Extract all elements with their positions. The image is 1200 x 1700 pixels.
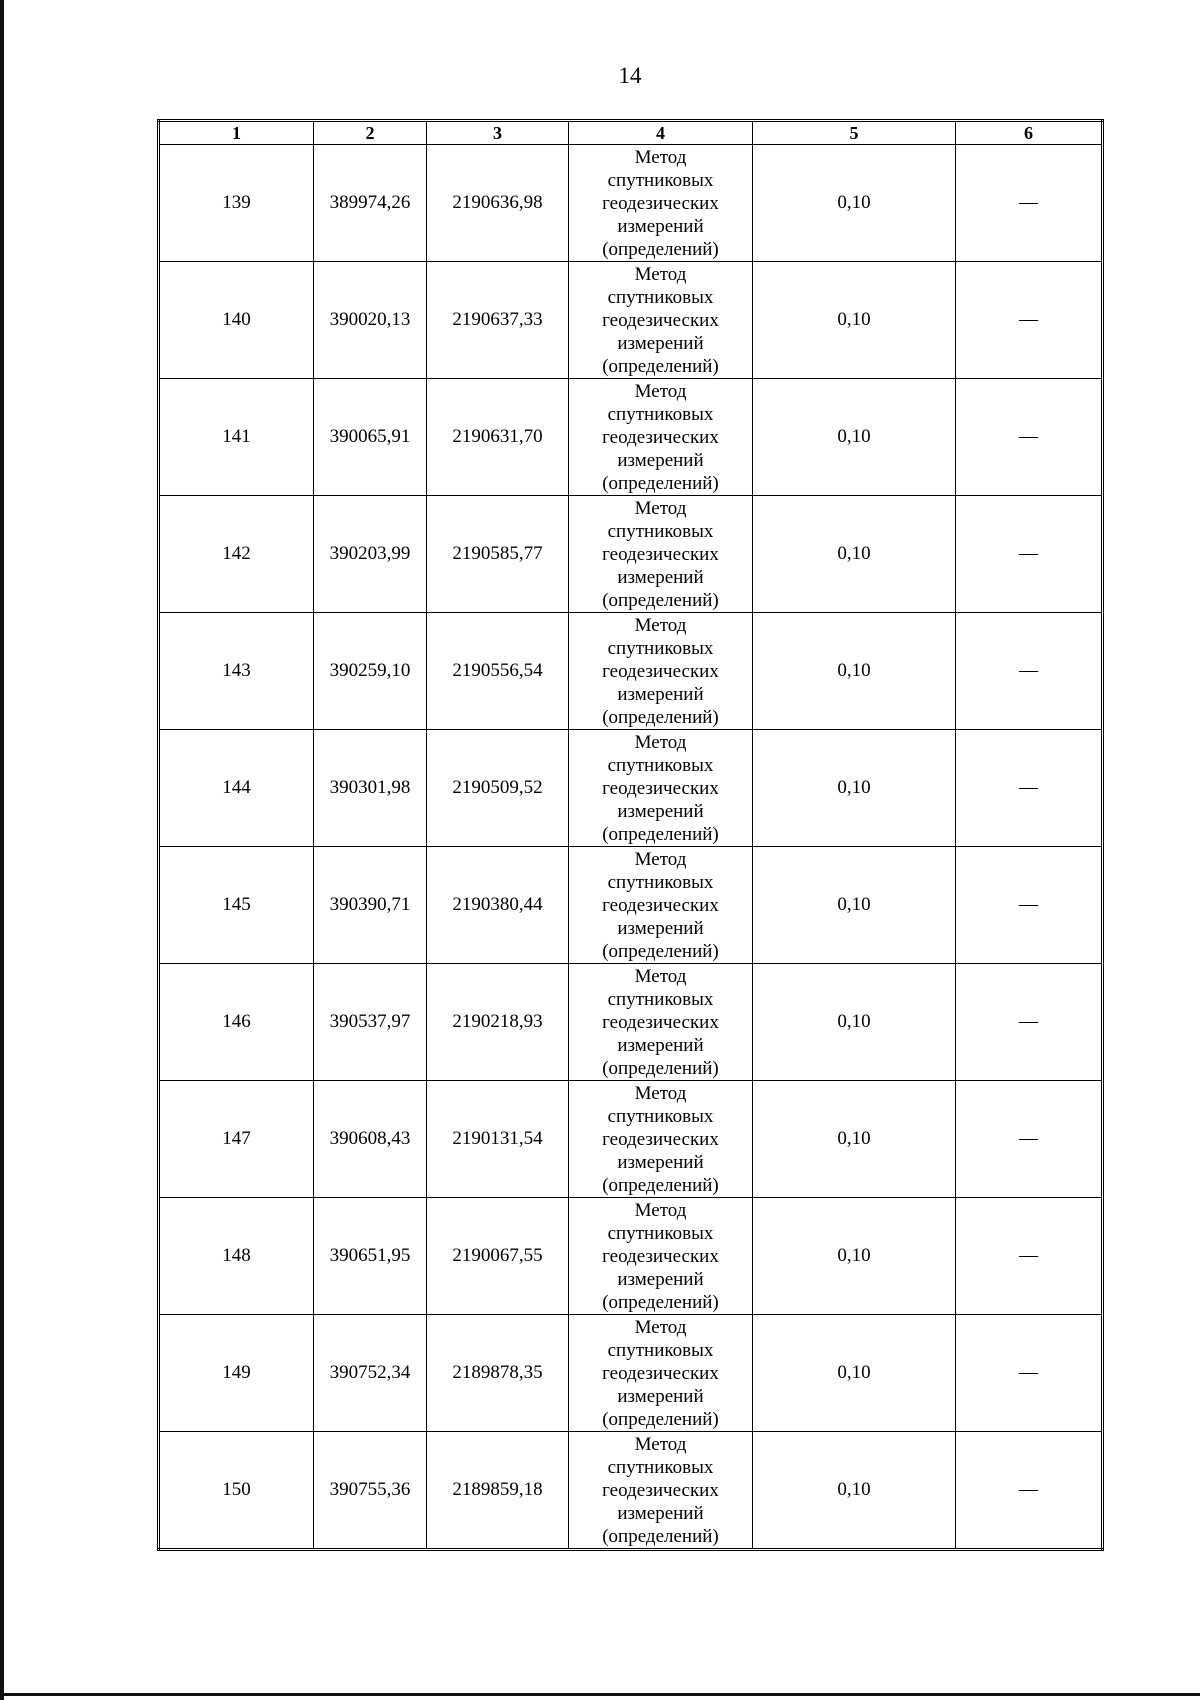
note-cell: — <box>956 1432 1103 1550</box>
point-number-cell: 141 <box>159 379 314 496</box>
table-header <box>159 121 1103 145</box>
method-line: спутниковых <box>607 1339 714 1361</box>
method-line: спутниковых <box>607 988 714 1010</box>
y-coordinate-cell: 2190067,55 <box>427 1198 569 1315</box>
point-number-cell: 148 <box>159 1198 314 1315</box>
method-line: Метод <box>634 614 687 636</box>
method-line: Метод <box>634 1199 687 1221</box>
x-coordinate-cell: 390608,43 <box>314 1081 427 1198</box>
method-line: измерений <box>617 449 704 471</box>
accuracy-cell: 0,10 <box>753 1315 956 1432</box>
header-cell-3: 3 <box>427 121 569 145</box>
note-cell: — <box>956 496 1103 613</box>
method-line: измерений <box>617 1385 704 1407</box>
y-coordinate-cell: 2190380,44 <box>427 847 569 964</box>
y-coordinate-cell: 2190637,33 <box>427 262 569 379</box>
method-line: спутниковых <box>607 169 714 191</box>
table-row <box>159 613 1103 730</box>
method-line: (определений) <box>602 1057 719 1079</box>
table-row <box>159 145 1103 262</box>
method-cell <box>569 262 753 379</box>
method-line: спутниковых <box>607 520 714 542</box>
point-number-cell: 142 <box>159 496 314 613</box>
table-row <box>159 1081 1103 1198</box>
method-line: геодезических <box>602 192 719 214</box>
y-coordinate-cell: 2190631,70 <box>427 379 569 496</box>
note-cell: — <box>956 262 1103 379</box>
x-coordinate-cell: 390065,91 <box>314 379 427 496</box>
y-coordinate-cell: 2190218,93 <box>427 964 569 1081</box>
accuracy-cell: 0,10 <box>753 1432 956 1550</box>
method-line: спутниковых <box>607 637 714 659</box>
method-line: геодезических <box>602 1128 719 1150</box>
table-body <box>159 145 1103 1550</box>
method-line: геодезических <box>602 1245 719 1267</box>
method-line: Метод <box>634 1082 687 1104</box>
table-row <box>159 730 1103 847</box>
method-line: спутниковых <box>607 403 714 425</box>
method-cell <box>569 145 753 262</box>
x-coordinate-cell: 390259,10 <box>314 613 427 730</box>
header-cell-2: 2 <box>314 121 427 145</box>
method-line: Метод <box>634 380 687 402</box>
y-coordinate-cell: 2190556,54 <box>427 613 569 730</box>
method-line: геодезических <box>602 1479 719 1501</box>
method-cell <box>569 613 753 730</box>
method-line: измерений <box>617 800 704 822</box>
method-cell <box>569 496 753 613</box>
accuracy-cell: 0,10 <box>753 145 956 262</box>
accuracy-cell: 0,10 <box>753 496 956 613</box>
method-line: (определений) <box>602 472 719 494</box>
x-coordinate-cell: 390755,36 <box>314 1432 427 1550</box>
note-cell: — <box>956 1198 1103 1315</box>
method-line: (определений) <box>602 238 719 260</box>
table-row <box>159 1315 1103 1432</box>
method-line: (определений) <box>602 1291 719 1313</box>
method-line: Метод <box>634 731 687 753</box>
note-cell: — <box>956 613 1103 730</box>
note-cell: — <box>956 964 1103 1081</box>
method-line: измерений <box>617 215 704 237</box>
method-line: измерений <box>617 683 704 705</box>
method-cell <box>569 964 753 1081</box>
method-line: измерений <box>617 1268 704 1290</box>
point-number-cell: 150 <box>159 1432 314 1550</box>
x-coordinate-cell: 390390,71 <box>314 847 427 964</box>
table-row <box>159 379 1103 496</box>
header-cell-4: 4 <box>569 121 753 145</box>
table-row <box>159 262 1103 379</box>
header-cell-6: 6 <box>956 121 1103 145</box>
note-cell: — <box>956 847 1103 964</box>
method-line: (определений) <box>602 355 719 377</box>
method-line: геодезических <box>602 777 719 799</box>
method-line: измерений <box>617 566 704 588</box>
point-number-cell: 139 <box>159 145 314 262</box>
method-line: Метод <box>634 263 687 285</box>
page-number: 14 <box>618 63 642 88</box>
x-coordinate-cell: 390651,95 <box>314 1198 427 1315</box>
note-cell: — <box>956 145 1103 262</box>
x-coordinate-cell: 390301,98 <box>314 730 427 847</box>
method-cell <box>569 1081 753 1198</box>
method-cell <box>569 730 753 847</box>
accuracy-cell: 0,10 <box>753 1081 956 1198</box>
method-line: Метод <box>634 1433 687 1455</box>
method-cell <box>569 379 753 496</box>
method-line: геодезических <box>602 1011 719 1033</box>
method-cell <box>569 1432 753 1550</box>
accuracy-cell: 0,10 <box>753 964 956 1081</box>
method-line: (определений) <box>602 1174 719 1196</box>
point-number-cell: 149 <box>159 1315 314 1432</box>
method-line: измерений <box>617 1034 704 1056</box>
method-line: геодезических <box>602 309 719 331</box>
method-line: (определений) <box>602 823 719 845</box>
method-cell <box>569 1198 753 1315</box>
point-number-cell: 145 <box>159 847 314 964</box>
point-number-cell: 140 <box>159 262 314 379</box>
method-line: геодезических <box>602 894 719 916</box>
method-line: (определений) <box>602 589 719 611</box>
point-number-cell: 144 <box>159 730 314 847</box>
point-number-cell: 143 <box>159 613 314 730</box>
method-line: Метод <box>634 1316 687 1338</box>
note-cell: — <box>956 1315 1103 1432</box>
method-line: измерений <box>617 1502 704 1524</box>
accuracy-cell: 0,10 <box>753 847 956 964</box>
method-line: Метод <box>634 848 687 870</box>
method-line: Метод <box>634 965 687 987</box>
header-cell-1: 1 <box>159 121 314 145</box>
method-line: Метод <box>634 497 687 519</box>
accuracy-cell: 0,10 <box>753 262 956 379</box>
y-coordinate-cell: 2190636,98 <box>427 145 569 262</box>
header-cell-5: 5 <box>753 121 956 145</box>
accuracy-cell: 0,10 <box>753 379 956 496</box>
point-number-cell: 146 <box>159 964 314 1081</box>
point-number-cell: 147 <box>159 1081 314 1198</box>
note-cell: — <box>956 379 1103 496</box>
note-cell: — <box>956 730 1103 847</box>
accuracy-cell: 0,10 <box>753 613 956 730</box>
y-coordinate-cell: 2190509,52 <box>427 730 569 847</box>
method-line: (определений) <box>602 1408 719 1430</box>
y-coordinate-cell: 2189859,18 <box>427 1432 569 1550</box>
method-line: геодезических <box>602 543 719 565</box>
table-row <box>159 1198 1103 1315</box>
method-line: (определений) <box>602 1525 719 1547</box>
method-line: спутниковых <box>607 1456 714 1478</box>
method-line: спутниковых <box>607 871 714 893</box>
x-coordinate-cell: 389974,26 <box>314 145 427 262</box>
method-line: (определений) <box>602 706 719 728</box>
table-row <box>159 1432 1103 1550</box>
table-row <box>159 496 1103 613</box>
method-line: Метод <box>634 146 687 168</box>
y-coordinate-cell: 2190585,77 <box>427 496 569 613</box>
method-line: геодезических <box>602 1362 719 1384</box>
accuracy-cell: 0,10 <box>753 730 956 847</box>
method-line: спутниковых <box>607 754 714 776</box>
x-coordinate-cell: 390203,99 <box>314 496 427 613</box>
table-row <box>159 847 1103 964</box>
scan-left-edge <box>0 0 4 1700</box>
x-coordinate-cell: 390020,13 <box>314 262 427 379</box>
accuracy-cell: 0,10 <box>753 1198 956 1315</box>
y-coordinate-cell: 2189878,35 <box>427 1315 569 1432</box>
method-line: спутниковых <box>607 1105 714 1127</box>
note-cell: — <box>956 1081 1103 1198</box>
coordinates-table <box>157 119 1104 1551</box>
method-line: спутниковых <box>607 1222 714 1244</box>
y-coordinate-cell: 2190131,54 <box>427 1081 569 1198</box>
method-cell <box>569 847 753 964</box>
scan-bottom-edge <box>0 1693 1200 1696</box>
x-coordinate-cell: 390752,34 <box>314 1315 427 1432</box>
method-line: геодезических <box>602 426 719 448</box>
method-line: (определений) <box>602 940 719 962</box>
method-line: геодезических <box>602 660 719 682</box>
method-line: измерений <box>617 1151 704 1173</box>
table-row <box>159 964 1103 1081</box>
method-cell <box>569 1315 753 1432</box>
x-coordinate-cell: 390537,97 <box>314 964 427 1081</box>
method-line: спутниковых <box>607 286 714 308</box>
header-row <box>159 121 1103 145</box>
method-line: измерений <box>617 332 704 354</box>
method-line: измерений <box>617 917 704 939</box>
